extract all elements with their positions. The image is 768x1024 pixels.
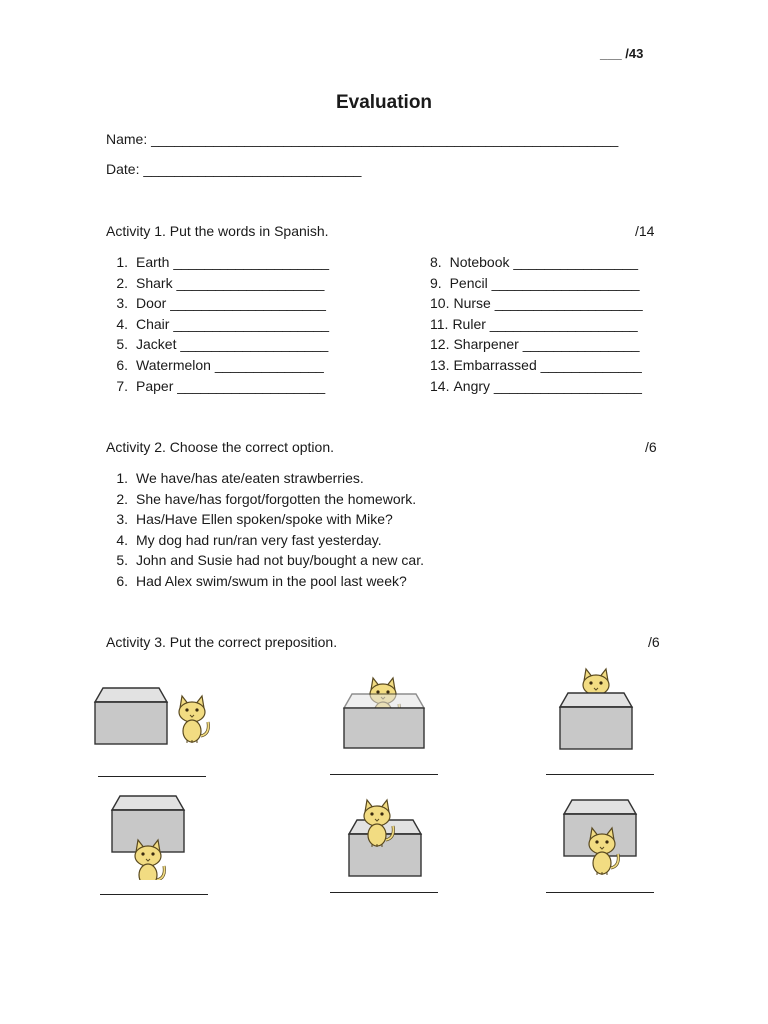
answer-line[interactable] [330, 774, 438, 775]
list-item[interactable]: 7. Paper ___________________ [116, 377, 326, 394]
activity1-left-list [106, 252, 329, 396]
picture-cat-in-box [315, 670, 455, 760]
activity1-heading: Activity 1. Put the words in Spanish. [106, 223, 329, 239]
page-title: Evaluation [335, 92, 433, 113]
answer-line[interactable] [100, 894, 208, 895]
answer-line[interactable] [546, 774, 654, 775]
list-item[interactable]: 10. Nurse ___________________ [430, 295, 643, 312]
activity1-score: /14 [635, 223, 655, 239]
date-field[interactable]: Date: ____________________________ [106, 161, 362, 177]
list-item[interactable]: 5. John and Susie had not buy/bought a new car. [116, 552, 424, 569]
list-item[interactable]: 8. Notebook ________________ [430, 254, 638, 270]
list-item[interactable]: 11. Ruler ___________________ [430, 315, 638, 332]
picture-cat-behind-box [530, 665, 670, 755]
list-item[interactable]: 5. Jacket ___________________ [116, 336, 329, 353]
list-item[interactable]: 12. Sharpener _______________ [430, 336, 640, 353]
picture-cat-on-box [315, 790, 455, 880]
answer-line[interactable] [546, 892, 654, 893]
list-item[interactable]: 3. Door ____________________ [116, 295, 326, 312]
total-score: ___ /43 [600, 46, 644, 61]
list-item[interactable]: 9. Pencil ___________________ [430, 274, 640, 291]
picture-cat-next-to-box [90, 680, 230, 770]
picture-cat-under-box [90, 790, 230, 880]
activity3-heading: Activity 3. Put the correct preposition. [106, 634, 338, 650]
activity1-right-list [430, 252, 643, 396]
answer-line[interactable] [98, 776, 206, 777]
list-item[interactable]: 6. Had Alex swim/swum in the pool last week? [116, 572, 407, 589]
list-item[interactable]: 4. Chair ____________________ [116, 315, 330, 332]
answer-line[interactable] [330, 892, 438, 893]
activity2-score: /6 [645, 439, 657, 455]
list-item[interactable]: 2. Shark ___________________ [116, 274, 325, 291]
list-item[interactable]: 1. We have/has ate/eaten strawberries. [116, 470, 364, 486]
list-item[interactable]: 1. Earth ____________________ [116, 254, 330, 270]
list-item[interactable]: 6. Watermelon ______________ [116, 356, 324, 373]
list-item[interactable]: 4. My dog had run/ran very fast yesterday. [116, 531, 382, 548]
picture-cat-in-front-of-box [530, 790, 670, 880]
activity2-heading: Activity 2. Choose the correct option. [106, 439, 334, 455]
activity2-list [106, 468, 424, 592]
list-item[interactable]: 2. She have/has forgot/forgotten the homework. [116, 490, 417, 507]
list-item[interactable]: 3. Has/Have Ellen spoken/spoke with Mike? [116, 511, 393, 528]
name-field[interactable]: Name: ____________________________________________________________ [106, 131, 619, 147]
list-item[interactable]: 13. Embarrassed _____________ [430, 356, 642, 373]
activity3-score: /6 [648, 634, 660, 650]
list-item[interactable]: 14. Angry ___________________ [430, 377, 642, 394]
